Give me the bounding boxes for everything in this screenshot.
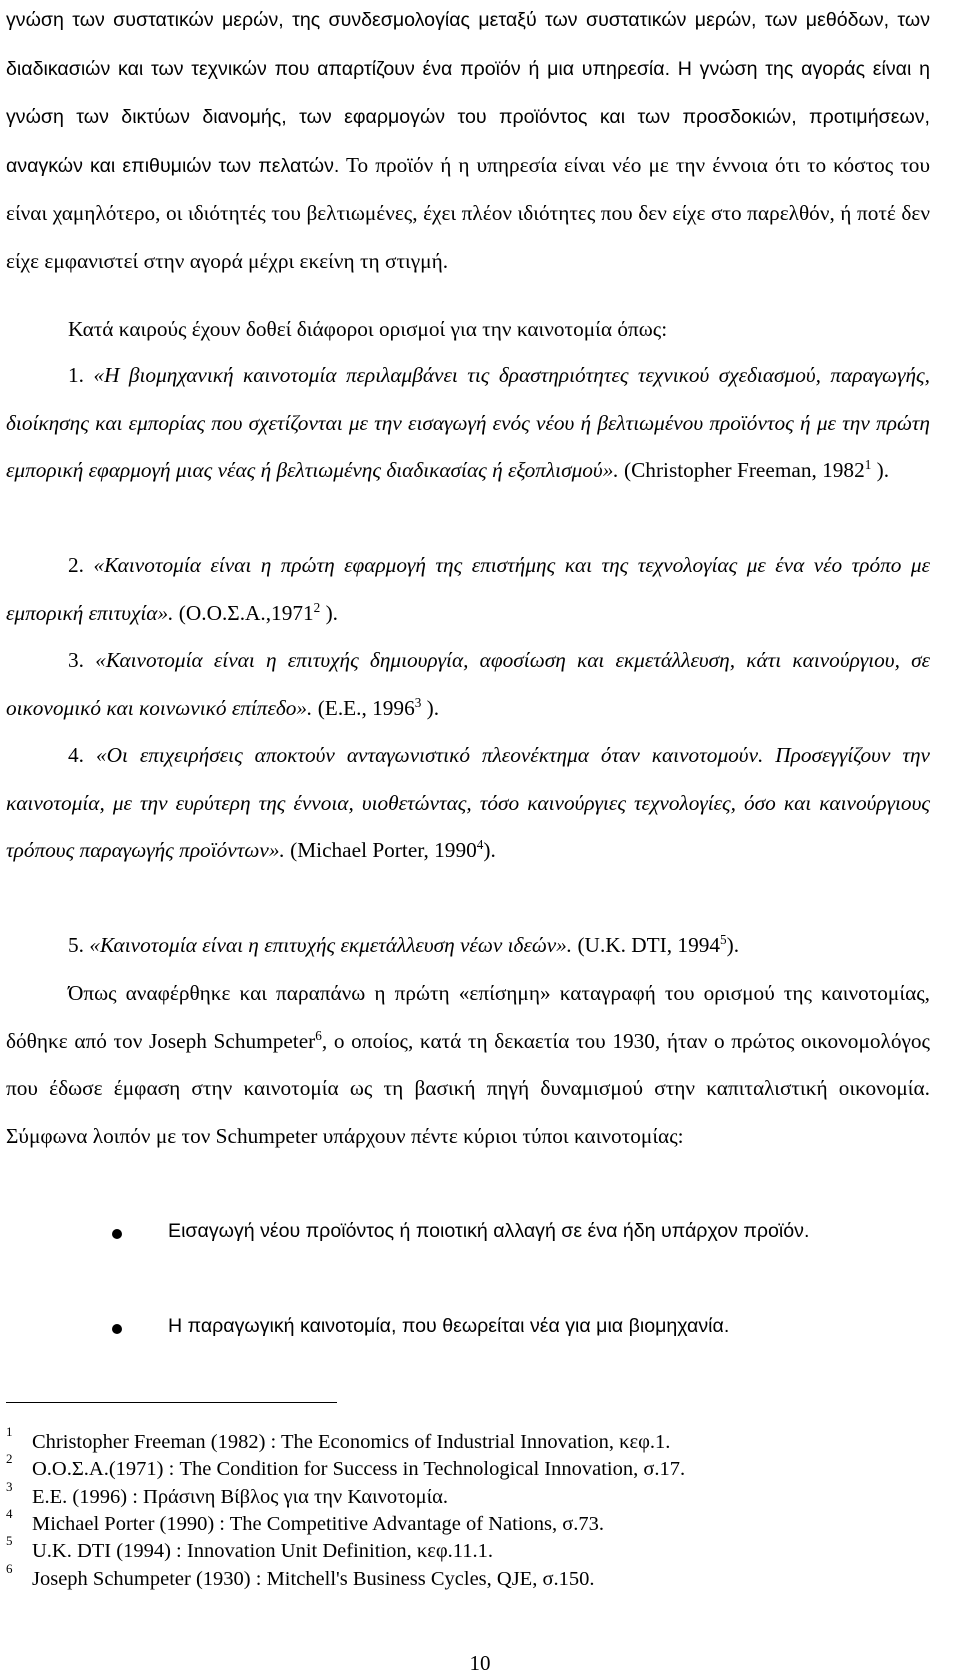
definition-2: 2. «Καινοτομία είναι η πρώτη εφαρμογή της επιστήμης και της τεχνολογίας με ένα νέο τρόπο με εμπορική επιτυχία». (Ο.Ο.Σ.Α.,1971$^2$ ).: [6, 553, 930, 625]
footnote-1: 1 Christopher Freeman (1982) : The Economics of Industrial Innovation, κεφ.1.: [6, 1424, 671, 1453]
footnote-ref: 4: [476, 836, 484, 852]
definition-4-quote: «Οι επιχειρήσεις αποκτούν ανταγωνιστικό πλεονέκτημα όταν καινοτομούν. Προσεγγίζουν την καινοτομία, με την ευρύτερη της έννοια, υιοθετώντας, τόσο καινούργιες τεχνολογίες, όσο και καινούργιους τρόπους παραγωγής προϊόντων».: [6, 743, 930, 862]
lead-sentence: Κατά καιρούς έχουν δοθεί διάφοροι ορισμοί για την καινοτομία όπως:: [68, 317, 668, 341]
bullet-dot: [112, 1229, 122, 1239]
definition-1-quote: «Η βιομηχανική καινοτομία περιλαμβάνει τις δραστηριότητες τεχνικού σχεδιασμού, παραγωγής, διοίκησης και εμπορίας που σχετίζονται με την εισαγωγή ενός νέου ή βελτιωμένου προϊόντος ή με την πρώτη εμπορική εφαρμογή μιας νέας ή βελτιωμένης διαδικασίας ή εξοπλισμού».: [6, 363, 931, 482]
footnote-ref: 5: [720, 931, 727, 947]
bullet-dot: [112, 1324, 122, 1334]
intro-text-continued: Το προϊόν ή η υπηρεσία είναι νέο με την έννοια ότι το κόστος του είναι χαμηλότερο, οι ιδιότητές του βελτιωμένες, έχει πλέον ιδιότητες που δεν είχε στο παρελθόν, ή ποτέ δεν είχε εμφανιστεί στην αγορά μέχρι εκείνη τη στιγμή.: [6, 152, 930, 273]
definition-3: 3. «Καινοτομία είναι η επιτυχής δημιουργία, αφοσίωση και εκμετάλλευση, κάτι καινούργιου, σε οικονομικό και κοινωνικό επίπεδο». (Ε.Ε., 1996$^3$ ).: [6, 648, 930, 720]
definition-2-quote: «Καινοτομία είναι η πρώτη εφαρμογή της επιστήμης και της τεχνολογίας με ένα νέο τρόπο με εμπορική επιτυχία».: [6, 553, 930, 625]
intro-text: γνώση των συστατικών μερών, της συνδεσμολογίας μεταξύ των συστατικών μερών, των μεθόδων, των διαδικασιών και των τεχνικών που απαρτίζουν ένα προϊόν ή μια υπηρεσία. Η γνώση της αγοράς είναι η γνώση των δικτύων διανομής, των εφαρμογών του προϊόντος και των προσδοκιών, προτιμήσεων, αναγκών και επιθυμιών των πελατών.: [6, 9, 930, 177]
footnote-2: 2 Ο.Ο.Σ.Α.(1971) : The Condition for Success in Technological Innovation, σ.17.: [6, 1451, 686, 1480]
footnote-6: 6 Joseph Schumpeter (1930) : Mitchell's Business Cycles, QJE, σ.150.: [6, 1561, 595, 1590]
footnote-5: 5 U.K. DTI (1994) : Innovation Unit Definition, κεφ.11.1.: [6, 1533, 494, 1562]
footnote-3: 3 Ε.Ε. (1996) : Πράσινη Βίβλος για την Καινοτομία.: [6, 1479, 448, 1508]
definition-5-quote: «Καινοτομία είναι η επιτυχής εκμετάλλευση νέων ιδεών».: [89, 933, 573, 957]
definition-1: 1. «Η βιομηχανική καινοτομία περιλαμβάνει τις δραστηριότητες τεχνικού σχεδιασμού, παραγωγής, διοίκησης και εμπορίας που σχετίζονται με την εισαγωγή ενός νέου ή βελτιωμένου προϊόντος ή με την πρώτη εμπορική εφαρμογή μιας νέας ή βελτιωμένης διαδικασίας ή εξοπλισμού». (Christopher Freeman, 1982$^1$ ).: [6, 363, 931, 482]
footnote-4: 4 Michael Porter (1990) : The Competitive Advantage of Nations, σ.73.: [6, 1506, 605, 1535]
footnote-ref: 1: [864, 456, 872, 472]
intro-paragraph: [6, 0, 930, 285]
page-number: 10: [469, 1651, 491, 1675]
footnote-ref: 3: [414, 694, 422, 710]
definition-5: 5. «Καινοτομία είναι η επιτυχής εκμετάλλευση νέων ιδεών». (U.K. DTI, 1994$^5$).: [68, 931, 740, 957]
footnote-ref: 2: [313, 599, 321, 615]
definition-4: 4. «Οι επιχειρήσεις αποκτούν ανταγωνιστικό πλεονέκτημα όταν καινοτομούν. Προσεγγίζουν την καινοτομία, με την ευρύτερη της έννοια, υιοθετώντας, τόσο καινούργιες τεχνολογίες, όσο και καινούργιους τρόπους παραγωγής προϊόντων». (Michael Porter, 1990$^4$).: [6, 743, 930, 862]
bullet-item-1: Εισαγωγή νέου προϊόντος ή ποιοτική αλλαγή σε ένα ήδη υπάρχον προϊόν.: [168, 1220, 810, 1242]
bullet-item-2: Η παραγωγική καινοτομία, που θεωρείται νέα για μια βιομηχανία.: [168, 1315, 730, 1337]
definition-3-quote: «Καινοτομία είναι η επιτυχής δημιουργία, αφοσίωση και εκμετάλλευση, κάτι καινούργιου, σε οικονομικό και κοινωνικό επίπεδο».: [6, 648, 930, 720]
footnote-ref: 6: [315, 1027, 322, 1043]
footnote-separator: [6, 1402, 337, 1403]
schumpeter-paragraph: Όπως αναφέρθηκε και παραπάνω η πρώτη «επίσημη» καταγραφή του ορισμού της καινοτομίας, δόθηκε από τον Joseph Schumpeter$^6$, ο οποίος, κατά τη δεκαετία του 1930, ήταν ο πρώτος οικονομολόγος που έδωσε έμφαση στην καινοτομία ως τη βασική πηγή δυναμισμού στην καπιταλιστική οικονομία. Σύμφωνα λοιπόν με τον Schumpeter υπάρχουν πέντε κύριοι τύποι καινοτομίας:: [6, 981, 930, 1148]
